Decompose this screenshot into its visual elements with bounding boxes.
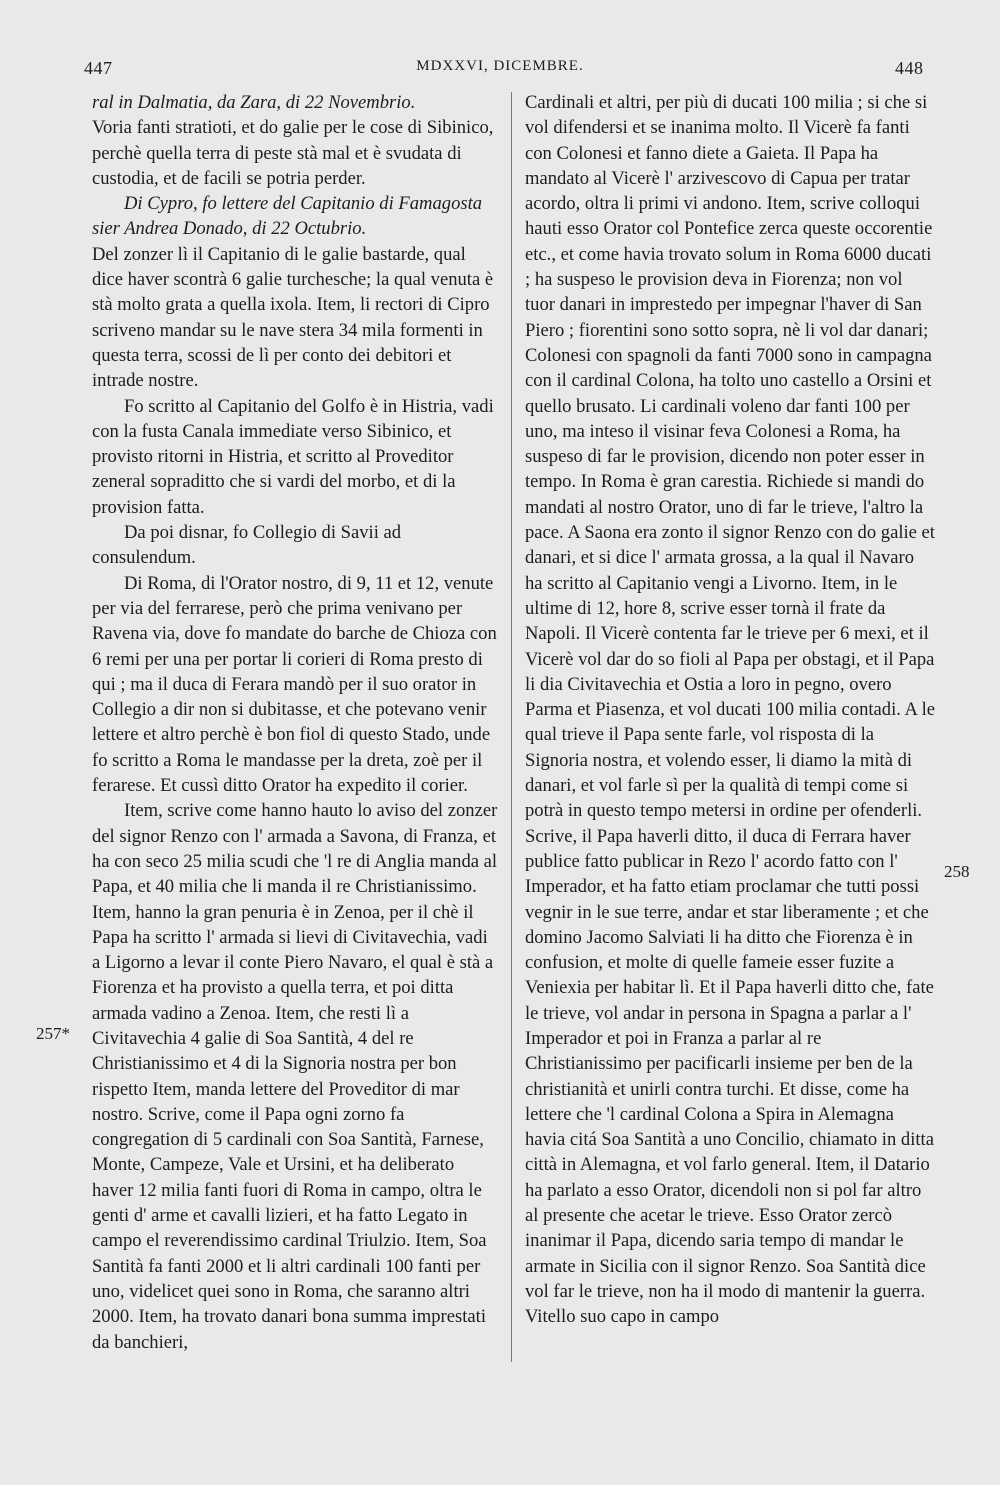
- left-margin-number: 257*: [36, 1024, 70, 1043]
- column-divider: [511, 92, 512, 1362]
- paragraph: Voria fanti stratioti, et do galie per le cose di Sibinico, perchè quella terra di peste stà mal et è svudata di custodia, et de facili se potria perder.: [92, 117, 494, 189]
- right-column: [525, 90, 935, 1330]
- paragraph: Cardinali et altri, per più di ducati 100 milia ; si che si vol difendersi et se inanima molto. Il Vicerè fa fanti con Colonesi et fanno diete a Gaieta. Il Papa ha mandato al Vicerè l' arzivescovo di Capua per tratar acordo, oltra li primi vi andono. Item, scrive colloqui hauti esso Orator col Pontefice zerca queste occorentie etc., et come havia trovato solum in Roma 6000 ducati ; ha suspeso le provision deva in Fiorenza; non vol tuor danari in imprestedo per impegnar l'haver di San Piero ; fiorentini sono sotto sopra, nè li vol dar danari; Colonesi con spagnoli da fanti 7000 sono in campagna con il cardinal Colona, ha tolto uno castello a Orsini et quello brusato. Li cardinali voleno dar fanti 100 per uno, ma inteso il visinar feva Colonesi a Roma, ha suspeso di far le provision, dicendo non poter esser in tempo. In Roma è gran carestia. Richiede si mandi do mandati al nostro Orator, uno di far le trieve, l'altro la pace. A Saona era zonto il signor Renzo con do galie et danari, et si dice l' armata grossa, a la qual il Navaro ha scritto al Capitanio vengi a Livorno. Item, in le ultime di 12, hore 8, scrive esser tornà il frate da Napoli. Il Vicerè contenta far le trieve per 6 mexi, et il Vicerè vol dar do so fioli al Papa per obstagi, et il Papa li dia Civitavechia et Ostia a loro in pegno, overo Parma et Piasenza, et vol ducati 100 milia contadi. A le qual trieve il Papa sente farle, vol risposta di la Signoria nostra, et volendo esser, li diamo la mità di danari, et vol farle sì per la qualità di tempi come si potrà in questo tempo metersi in ordine per ofenderli. Scrive, il Papa haverli ditto, il duca di Ferrara haver publice fatto publicar in Rezo l' acordo fatto con l' Imperador, et ha fatto etiam proclamar che tutti possi vegnir in le sue terre, andar et star liberamente ; et che domino Jacomo Salviati li ha ditto che Fiorenza è in confusion, et molte di quelle fameie esser fuzite a Veniexia per habitar lì. Et il Papa haverli ditto che, fate le trieve, vol andar in persona in Spagna a parlar a l' Imperador et poi in Franza a parlar al re Christianissimo per pacificarli insieme per ben de la christianità et unirli contra turchi. Et disse, come ha lettere che 'l cardinal Colona a Spira in Alemagna havia citá Soa Santità a uno Concilio, chiamato in ditta città in Alemagna, et vol farlo general. Item, il Datario ha parlato a esso Orator, dicendoli non si pol far altro al presente che acetar le trieve. Esso Orator zercò inanimar il Papa, dicendo saria tempo di mandar le armate in Sicilia con il signor Renzo. Soa Santità dice vol far le trieve, non ha il modo di mantenir la guerra. Vitello suo capo in campo: [525, 92, 935, 1328]
- paragraph: ral in Dalmatia, da Zara, di 22 Novembrio.: [92, 92, 416, 113]
- left-page-number: 447: [84, 58, 113, 78]
- left-column: [92, 90, 500, 1355]
- right-margin-number: 258: [944, 862, 970, 881]
- paragraph: Da poi disnar, fo Collegio di Savii ad consulendum.: [92, 522, 402, 569]
- paragraph: Di Cypro, fo lettere del Capitanio di Famagosta sier Andrea Donado, di 22 Octubrio.: [92, 193, 483, 240]
- paragraph: Del zonzer lì il Capitanio di le galie bastarde, qual dice haver scontrà 6 galie turchesche; la qual venuta è stà molto grata a quella ixola. Item, li rectori di Cipro scriveno mandar su le nave stera 34 mila formenti in questa terra, scossi de lì per conto dei debitori et intrade nostre.: [92, 243, 494, 392]
- running-header: MDXXVI, DICEMBRE.: [416, 58, 584, 74]
- paragraph: Item, scrive come hanno hauto lo aviso del zonzer del signor Renzo con l' armada a Savona, di Franza, et ha con seco 25 milia scudi che 'l re di Anglia manda al Papa, et 40 milia che li manda il re Christianissimo. Item, hanno la gran penuria è in Zenoa, per il chè il Papa ha scritto l' armada si lievi di Civitavechia, vadi a Ligorno a levar il conte Piero Navaro, el qual è stà a Fiorenza et ha provisto a quella terra, et poi ditta armada vadino a Zenoa. Item, che resti lì a Civitavechia 4 galie di Soa Santità, 4 del re Christianissimo et 4 di la Signoria nostra per bon rispetto Item, manda lettere del Proveditor di mar nostro. Scrive, come il Papa ogni zorno fa congregation di 5 cardinali con Soa Santità, Farnese, Monte, Campeze, Vale et Ursini, et ha deliberato haver 12 milia fanti fuori di Roma in campo, oltra le genti d' arme et cavalli lizieri, et ha fatto Legato in campo el reverendissimo cardinal Triulzio. Item, Soa Santità fa fanti 2000 et li altri cardinali 100 fanti per uno, videlicet quei sono in Roma, che saranno altri 2000. Item, ha trovato danari bona summa imprestati da banchieri,: [92, 800, 498, 1353]
- paragraph: Di Roma, di l'Orator nostro, di 9, 11 et 12, venute per via del ferrarese, però che prima venivano per Ravena via, dove fo mandate do barche de Chioza con 6 remi per una per portar li corieri di Roma presto di qui ; ma il duca di Ferara mandò per il suo orator in Collegio a dir non si dubitasse, et che potevano venir lettere et altro perchè è bon fiol di questo Stado, unde fo scritto a Roma le mandasse per la dreta, zoè per il ferarese. Et cussì ditto Orator ha expedito il corier.: [92, 572, 497, 797]
- paragraph: Fo scritto al Capitanio del Golfo è in Histria, vadi con la fusta Canala immediate verso Sibinico, et provisto ritorni in Histria, et scritto al Proveditor zeneral sopraditto che si vardi del morbo, et di la provision fatta.: [92, 395, 494, 518]
- right-page-number: 448: [895, 58, 924, 78]
